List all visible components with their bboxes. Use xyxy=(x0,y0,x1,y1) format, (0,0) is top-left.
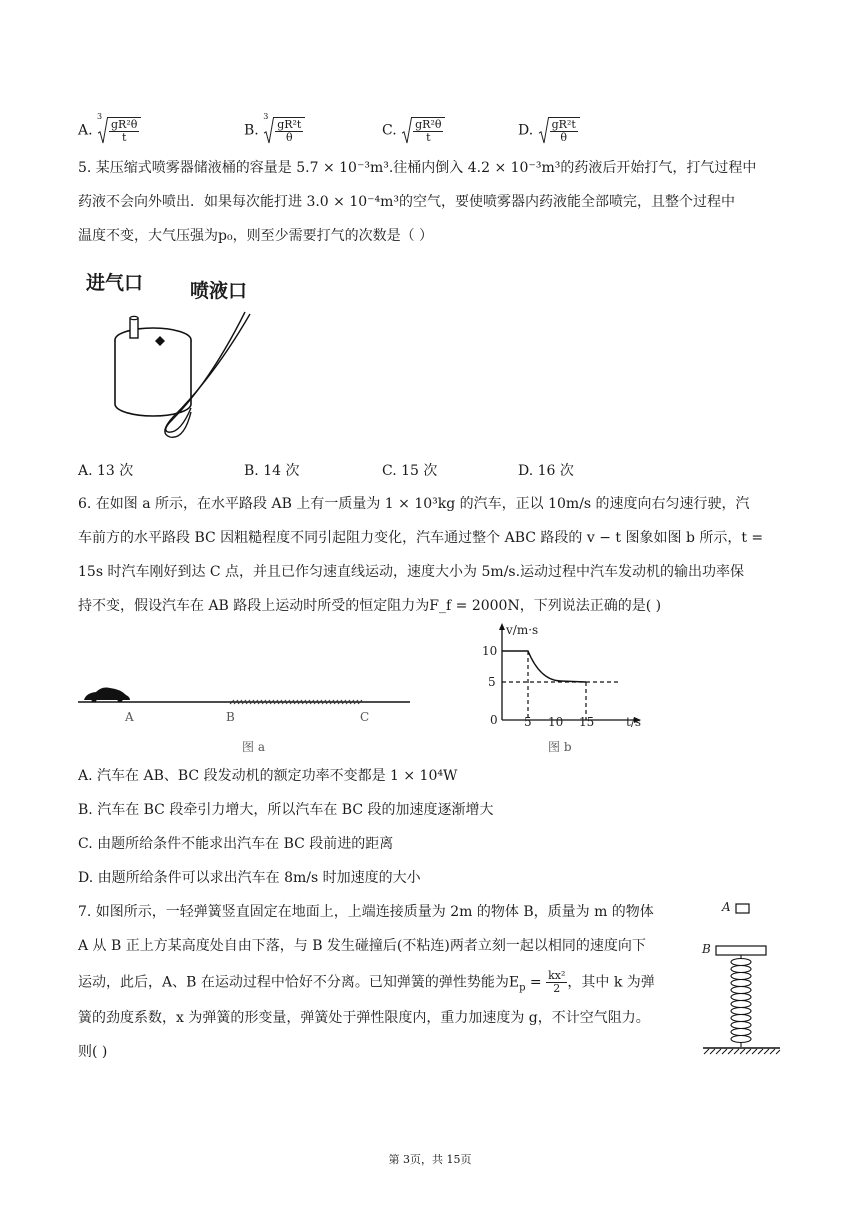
y-axis-label: v/m·s xyxy=(506,623,539,637)
subscript-p: p xyxy=(519,982,526,994)
numerator: kx² xyxy=(548,969,566,982)
outlet-label: 喷液口 xyxy=(190,280,248,302)
denominator: θ xyxy=(285,131,293,144)
q5-option-a: A. 13 次 xyxy=(78,463,134,479)
denominator: θ xyxy=(560,131,568,144)
q5-line-1: 5. 某压缩式喷雾器储液桶的容量是 5.7 × 10⁻³m³.往桶内倒入 4.2 × 10⁻³m³的药液后开始打气，打气过程中 xyxy=(78,160,757,176)
q6-line-3: 15s 时汽车刚好到达 C 点，并且已作匀速直线运动，速度大小为 5m/s.运动过程中汽车发动机的输出功率保 xyxy=(78,564,745,580)
sprayer-figure xyxy=(80,262,280,452)
option-label: C. xyxy=(382,122,397,139)
x-tick-15: 15 xyxy=(579,715,595,729)
inlet-label: 进气口 xyxy=(86,272,144,294)
spring-figure xyxy=(698,896,788,1061)
root-index: 3 xyxy=(263,112,269,121)
numerator: gR²θ xyxy=(111,118,138,131)
point-a-label: A xyxy=(125,710,134,724)
option-label: A. xyxy=(78,122,93,139)
energy-fraction xyxy=(546,970,567,995)
cube-root xyxy=(263,112,305,144)
y-tick-10: 10 xyxy=(482,644,498,658)
figure-b-caption: 图 b xyxy=(548,740,572,754)
q6-option-c: C. 由题所给条件不能求出汽车在 BC 段前进的距离 xyxy=(78,836,394,852)
q4-option-b xyxy=(244,112,305,144)
numerator: gR²t xyxy=(551,118,576,131)
q6-option-b: B. 汽车在 BC 段牵引力增大，所以汽车在 BC 段的加速度逐渐增大 xyxy=(78,802,494,818)
cube-root xyxy=(97,112,141,144)
q6-line-1: 6. 在如图 a 所示，在水平路段 AB 上有一质量为 1 × 10³kg 的汽车，正以 10m/s 的速度向右匀速行驶，汽 xyxy=(78,496,750,512)
vt-graph xyxy=(478,620,658,760)
q7-line-2: A 从 B 正上方某高度处自由下落，与 B 发生碰撞后(不粘连)两者立刻一起以相同的速度向下 xyxy=(78,938,646,954)
figure-a-caption: 图 a xyxy=(242,740,265,754)
q4-option-a xyxy=(78,112,141,144)
square-root xyxy=(538,117,580,144)
q7-line-4: 簧的劲度系数，x 为弹簧的形变量，弹簧处于弹性限度内，重力加速度为 g，不计空气阻力。 xyxy=(78,1010,650,1026)
numerator: gR²t xyxy=(277,118,302,131)
q5-line-3: 温度不变，大气压强为p₀，则至少需要打气的次数是（ ） xyxy=(78,228,434,244)
x-tick-5: 5 xyxy=(524,715,532,729)
q5-line-2: 药液不会向外喷出．如果每次能打进 3.0 × 10⁻⁴m³的空气，要使喷雾器内药液能全部喷完，且整个过程中 xyxy=(78,194,736,210)
q7-line-3-tail: ，其中 k 为弹 xyxy=(567,974,655,991)
q4-option-c xyxy=(382,117,445,144)
point-b-label: B xyxy=(226,710,235,724)
square-root xyxy=(401,117,445,144)
x-tick-10: 10 xyxy=(548,715,564,729)
q7-line-3 xyxy=(78,970,655,998)
denominator: 2 xyxy=(553,982,561,995)
q4-option-d xyxy=(518,117,580,144)
q6-option-d: D. 由题所给条件可以求出汽车在 8m/s 时加速度的大小 xyxy=(78,870,421,886)
q7-line-5: 则( ) xyxy=(78,1044,108,1060)
road-figure xyxy=(78,680,418,760)
numerator: gR²θ xyxy=(415,118,442,131)
y-tick-5: 5 xyxy=(488,675,496,689)
x-axis-label: t/s xyxy=(626,715,642,729)
q5-option-d: D. 16 次 xyxy=(518,463,574,479)
option-label: B. xyxy=(244,122,259,139)
root-index: 3 xyxy=(97,112,103,121)
option-label: D. xyxy=(518,122,534,139)
q5-option-c: C. 15 次 xyxy=(382,463,438,479)
point-c-label: C xyxy=(360,710,370,724)
page-footer: 第 3页，共 15页 xyxy=(388,1153,472,1166)
q6-line-2: 车前方的水平路段 BC 因粗糙程度不同引起阻力变化，汽车通过整个 ABC 路段的 v − t 图象如图 b 所示，t = xyxy=(78,530,764,546)
spring-drawing xyxy=(698,896,788,1061)
q7-line-3-text: 运动，此后，A、B 在运动过程中恰好不分离。已知弹簧的弹性势能为E xyxy=(78,974,520,991)
equals-sign: = xyxy=(525,974,547,991)
q6-line-4: 持不变，假设汽车在 AB 路段上运动时所受的恒定阻力为F_f = 2000N，下列说法正确的是( ) xyxy=(78,598,662,614)
block-b-label: B xyxy=(702,942,711,956)
denominator: t xyxy=(426,131,431,144)
q7-line-1: 7. 如图所示，一轻弹簧竖直固定在地面上，上端连接质量为 2m 的物体 B，质量为 m 的物体 xyxy=(78,904,654,920)
origin-label: 0 xyxy=(490,713,498,727)
q6-option-a: A. 汽车在 AB、BC 段发动机的额定功率不变都是 1 × 10⁴W xyxy=(78,768,458,784)
vt-graph-drawing xyxy=(478,620,658,730)
q5-option-b: B. 14 次 xyxy=(244,463,300,479)
block-a-label: A xyxy=(722,900,731,914)
denominator: t xyxy=(121,131,127,144)
